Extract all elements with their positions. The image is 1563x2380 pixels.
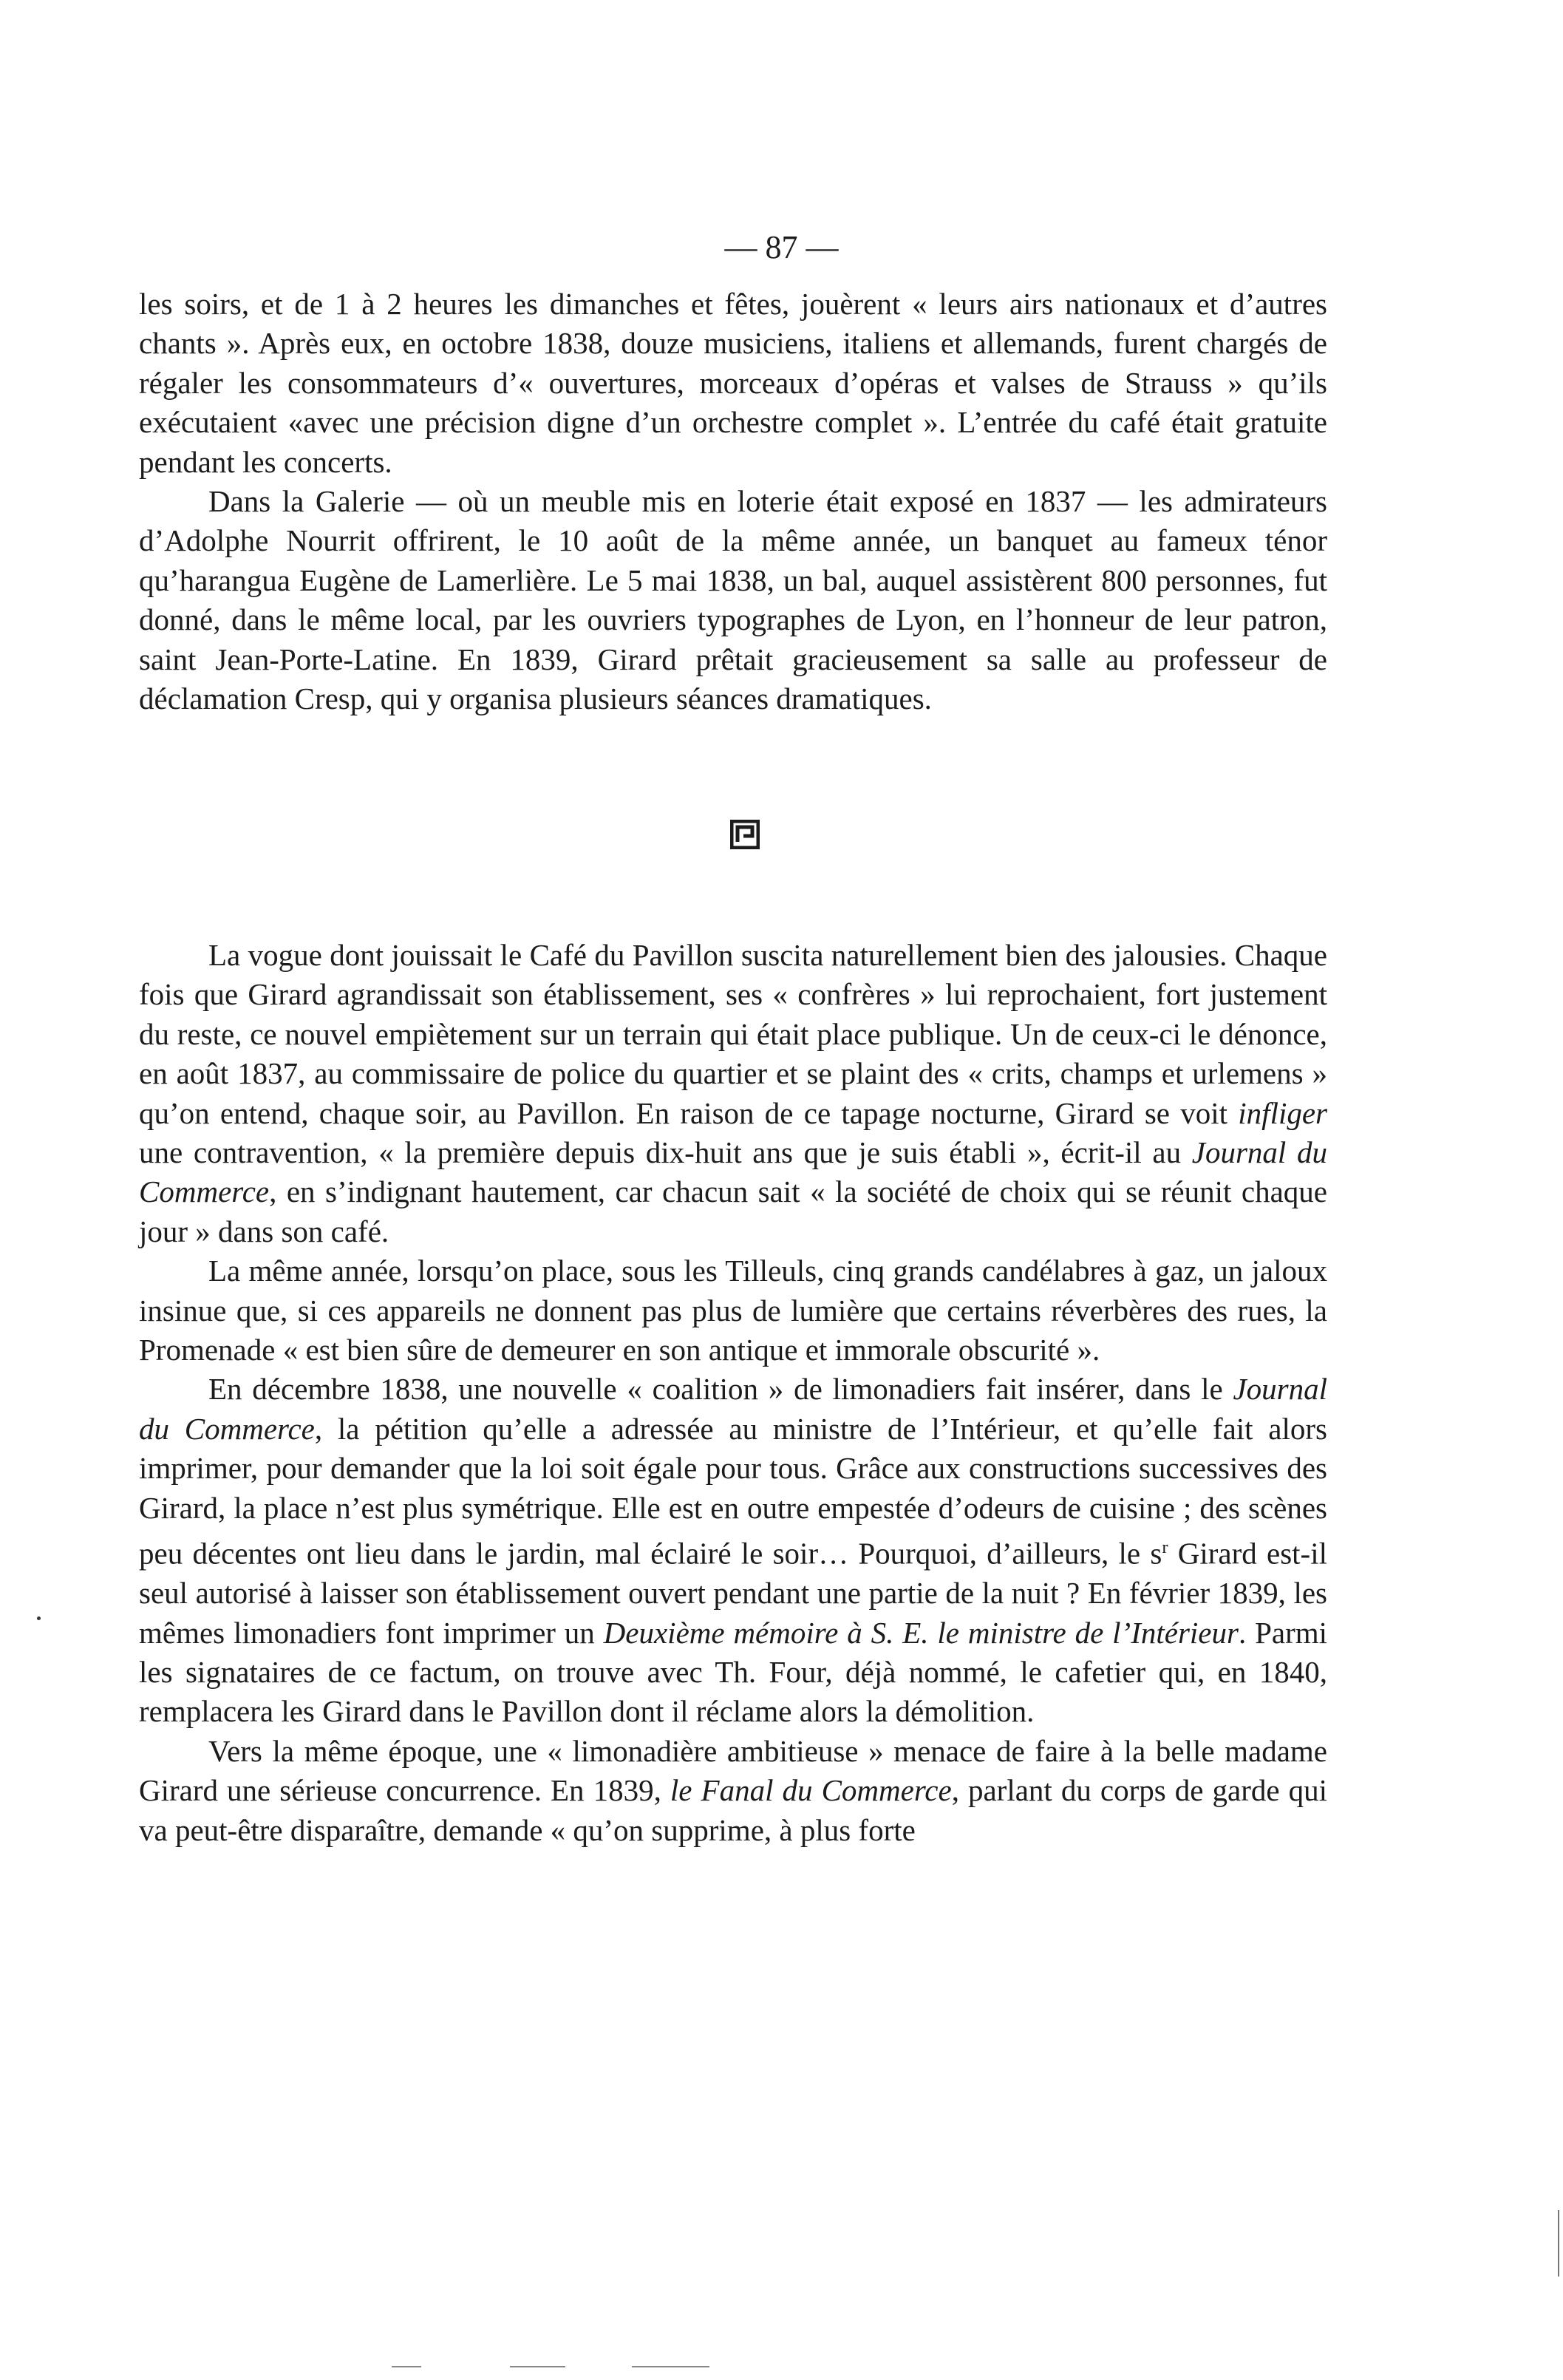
text-block-top xyxy=(139,285,1327,718)
greek-key-ornament-icon xyxy=(730,820,760,849)
text-block-bottom xyxy=(139,936,1327,1850)
paragraph: La même année, lorsqu’on place, sous les Tilleuls, cinq grands candélabres à gaz, un jaloux insinue que, si ces appareils ne donnent pas plus de lumière que certains réverbères des rues, la Promenade « est bien sûre de demeurer en son antique et immorale obscurité ». xyxy=(139,1254,1327,1367)
paragraph: En décembre 1838, une nouvelle « coalition » de limonadiers fait insérer, dans le Journal du Commerce, la pétition qu’elle a adressée au ministre de l’Intérieur, et qu’elle fait alors imprimer, pour demander que la loi soit égale pour tous. Grâce aux constructions successives des Girard, la place n’est plus symétrique. Elle est en outre empestée d’odeurs de cuisine ; des scènes peu décentes ont lieu dans le jardin, mal éclairé le soir… Pourquoi, d’ailleurs, le $s^r$ Girard est-il seul autorisé à laisser son établissement ouvert pendant une partie de la nuit ? En février 1839, les mêmes limonadiers font imprimer un Deuxième mémoire à S. E. le ministre de l’Intérieur. Parmi les signataires de ce factum, on trouve avec Th. Four, déjà nommé, le cafetier qui, en 1840, remplacera les Girard dans le Pavillon dont il réclame alors la démolition. xyxy=(139,1372,1328,1729)
foot-rule xyxy=(510,2366,565,2367)
paragraph: les soirs, et de 1 à 2 heures les dimanches et fêtes, jouèrent « leurs airs nationaux et d’autres chants ». Après eux, en octobre 1838, douze musiciens, italiens et allemands, furent chargés de régaler les consommateurs d’« ouvertures, morceaux d’opéras et valses de Strauss » qu’ils exécutaient «avec une précision digne d’un orchestre complet ». L’entrée du café était gratuite pendant les concerts. xyxy=(139,287,1327,479)
paragraph: La vogue dont jouissait le Café du Pavillon suscita naturellement bien des jalousies. Chaque fois que Girard agrandissait son établissement, ses « confrères » lui reprochaient, fort justement du reste, ce nouvel empiètement sur un terrain qui était place publique. Un de ceux-ci le dénonce, en août 1837, au commissaire de police du quartier et se plaint des « crits, champs et urlemens » qu’on entend, chaque soir, au Pavillon. En raison de ce tapage nocturne, Girard se voit infliger une contravention, « la première depuis dix-huit ans que je suis établi », écrit-il au Journal du Commerce, en s’indignant hautement, car chacun sait « la société de choix qui se réunit chaque jour » dans son café. xyxy=(139,938,1327,1248)
page-edge-mark xyxy=(1558,2210,1559,2277)
margin-speck xyxy=(37,1616,41,1620)
paragraph: Vers la même époque, une « limonadière ambitieuse » menace de faire à la belle madame Girard une sérieuse concurrence. En 1839, le Fanal du Commerce, parlant du corps de garde qui va peut-être disparaître, demande « qu’on supprime, à plus forte xyxy=(139,1733,1328,1847)
foot-rule xyxy=(392,2366,421,2367)
page-number: — 87 — xyxy=(724,229,839,265)
paragraph: Dans la Galerie — où un meuble mis en loterie était exposé en 1837 — les admirateurs d’Adolphe Nourrit offrirent, le 10 août de la même année, un banquet au fameux ténor qu’harangua Eugène de Lamerlière. Le 5 mai 1838, un bal, auquel assistèrent 800 personnes, fut donné, dans le même local, par les ouvriers typographes de Lyon, en l’honneur de leur patron, saint Jean-Porte-Latine. En 1839, Girard prêtait gracieusement sa salle au professeur de déclamation Cresp, qui y organisa plusieurs séances dramatiques. xyxy=(139,484,1327,716)
foot-rule xyxy=(632,2366,709,2367)
